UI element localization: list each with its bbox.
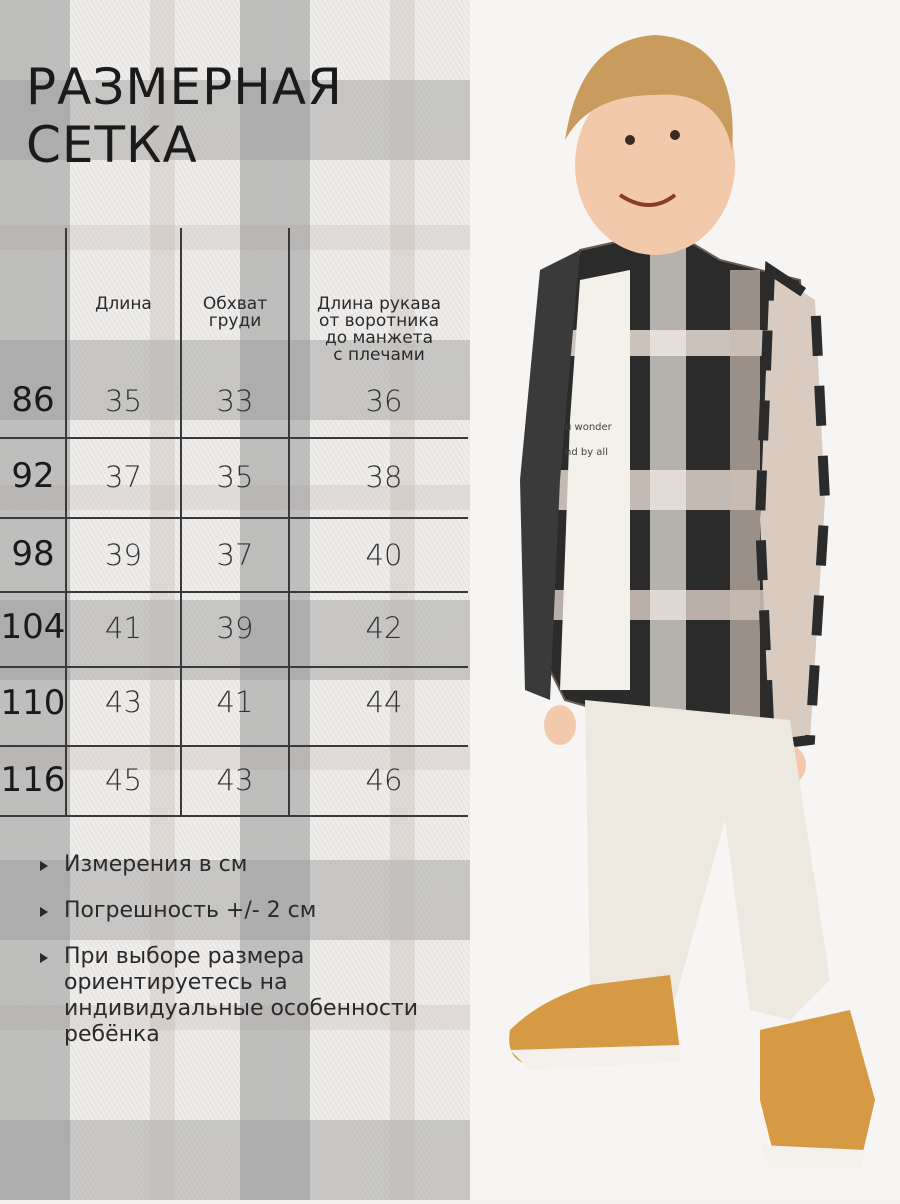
table-cell: 41 xyxy=(216,685,254,719)
note-text: Измерения в см xyxy=(64,852,248,877)
table-cell: 43 xyxy=(105,685,142,719)
table-cell: 41 xyxy=(105,611,142,645)
row-size: 86 xyxy=(11,380,55,420)
table-cell: 44 xyxy=(365,685,403,719)
column-header-line: Длина xyxy=(95,294,152,314)
row-size: 104 xyxy=(0,607,66,647)
table-cell: 37 xyxy=(105,460,142,494)
table-cell: 37 xyxy=(216,538,254,572)
table-divider-horizontal xyxy=(0,591,468,593)
tshirt-print-line-2: nd by all xyxy=(565,447,608,458)
list-item xyxy=(36,852,456,878)
table-cell: 43 xyxy=(216,763,254,797)
table-divider-horizontal xyxy=(0,745,468,747)
table-cell: 36 xyxy=(365,384,403,418)
notes-list xyxy=(36,852,456,1048)
product-photo xyxy=(470,0,900,1200)
column-header-chest xyxy=(182,296,288,330)
table-cell: 35 xyxy=(216,460,254,494)
row-size: 98 xyxy=(11,534,55,574)
column-header-line: Длина рукава xyxy=(316,294,442,314)
column-header-line: с плечами xyxy=(333,345,425,365)
row-size: 116 xyxy=(0,760,66,800)
column-header-line: до манжета xyxy=(324,328,433,348)
table-cell: 33 xyxy=(216,384,254,418)
table-divider-horizontal xyxy=(0,666,468,668)
list-item xyxy=(36,898,456,924)
table-divider-horizontal xyxy=(0,437,468,439)
table-cell: 38 xyxy=(365,460,403,494)
page-title xyxy=(26,58,343,174)
bullet-icon xyxy=(40,907,48,917)
table-cell: 40 xyxy=(365,538,403,572)
table-divider-horizontal xyxy=(0,517,468,519)
table-divider-horizontal xyxy=(0,815,468,817)
column-header-line: Обхват xyxy=(202,294,268,314)
column-header-sleeve xyxy=(290,296,468,364)
boy-illustration xyxy=(470,0,900,1200)
title-line-2: СЕТКА xyxy=(26,116,198,174)
table-cell: 35 xyxy=(105,384,142,418)
row-size: 92 xyxy=(11,456,55,496)
column-header-line: груди xyxy=(208,311,262,331)
bullet-icon xyxy=(40,861,48,871)
table-divider-vertical xyxy=(65,228,67,816)
column-header-length xyxy=(67,296,180,313)
bullet-icon xyxy=(40,953,48,963)
table-cell: 39 xyxy=(105,538,142,572)
title-line-1: РАЗМЕРНАЯ xyxy=(26,58,343,116)
note-text: Погрешность +/- 2 см xyxy=(64,898,317,923)
tshirt-print-line-1: u wonder xyxy=(565,422,612,433)
note-text: При выборе размера ориентируетесь на индивидуальные особенности ребёнка xyxy=(64,944,419,1047)
table-cell: 45 xyxy=(105,763,142,797)
column-header-line: от воротника xyxy=(318,311,440,331)
row-size: 110 xyxy=(0,683,66,723)
list-item xyxy=(36,944,456,1048)
table-cell: 39 xyxy=(216,611,254,645)
table-cell: 42 xyxy=(365,611,403,645)
table-cell: 46 xyxy=(365,763,403,797)
